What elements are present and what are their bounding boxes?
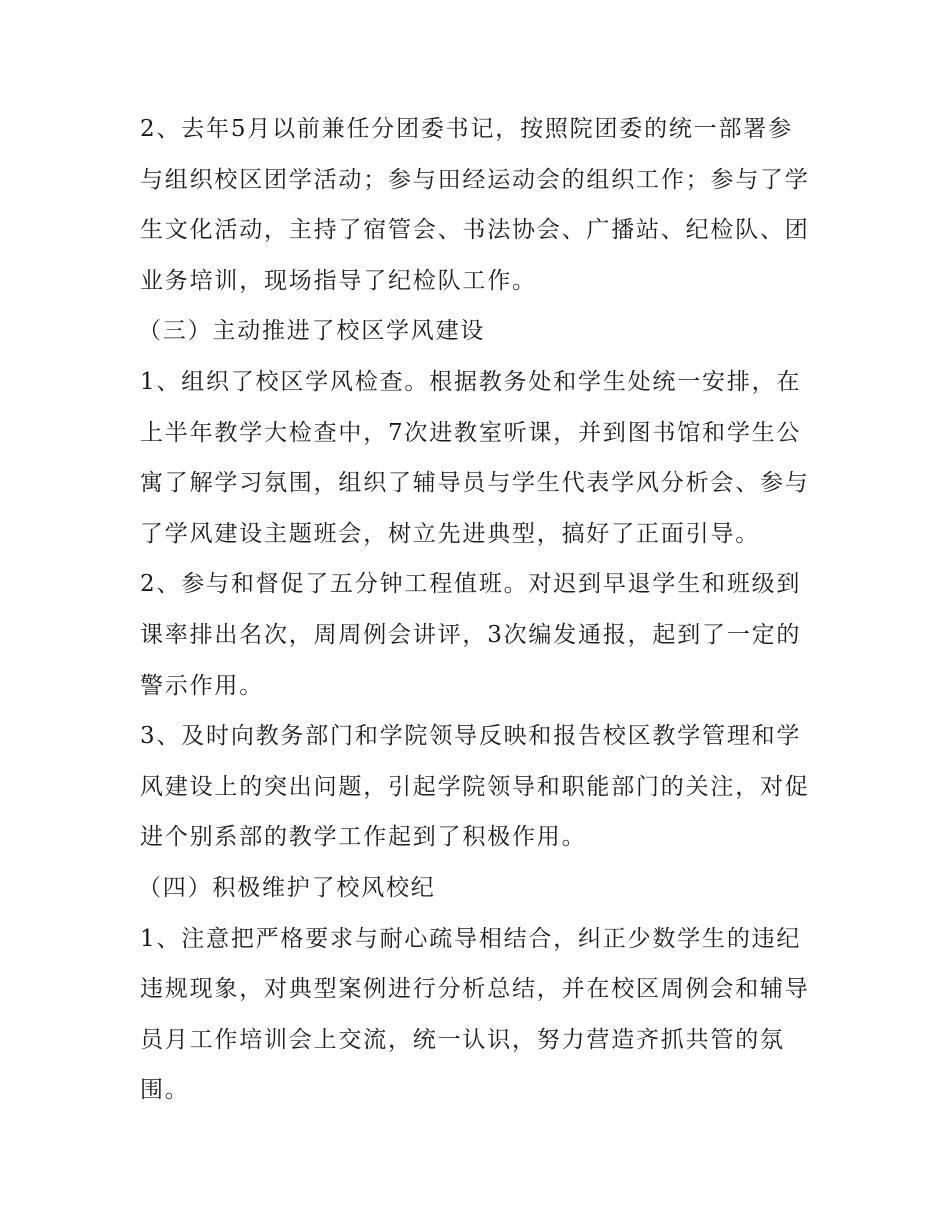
text-line: 上半年教学大检查中，7次进教室听课，并到图书馆和学生公 <box>140 419 802 446</box>
document-body <box>140 104 820 1116</box>
text-line: 生文化活动，主持了宿管会、书法协会、广播站、纪检队、团 <box>140 217 810 244</box>
text-line: 课率排出名次，周周例会讲评，3次编发通报，起到了一定的 <box>140 621 802 648</box>
section-heading: （三）主动推进了校区学风建设 <box>138 318 486 345</box>
text-line: 了学风建设主题班会，树立先进典型，搞好了正面引导。 <box>140 520 760 547</box>
text-line: 警示作用。 <box>140 672 264 699</box>
text-line: 业务培训，现场指导了纪检队工作。 <box>140 267 537 294</box>
text-line: 3、及时向教务部门和学院领导反映和报告校区教学管理和学 <box>140 723 802 750</box>
text-line: 2、参与和督促了五分钟工程值班。对迟到早退学生和班级到 <box>140 571 802 598</box>
text-line: 寓了解学习氛围，组织了辅导员与学生代表学风分析会、参与 <box>140 470 810 497</box>
text-line: 围。 <box>140 1077 190 1104</box>
text-line: 员月工作培训会上交流，统一认识，努力营造齐抓共管的氛 <box>140 1026 785 1053</box>
text-line: 与组织校区团学活动；参与田经运动会的组织工作；参与了学 <box>140 166 810 193</box>
text-line: 风建设上的突出问题，引起学院领导和职能部门的关注，对促 <box>140 773 810 800</box>
text-line: 2、去年5月以前兼任分团委书记，按照院团委的统一部署参 <box>140 116 793 142</box>
text-line: 违规现象，对典型案例进行分析总结，并在校区周例会和辅导 <box>140 976 810 1003</box>
text-line: 进个别系部的教学工作起到了积极作用。 <box>140 824 587 851</box>
text-line: 1、组织了校区学风检查。根据教务处和学生处统一安排，在 <box>140 368 802 395</box>
text-line: 1、注意把严格要求与耐心疏导相结合，纠正少数学生的违纪 <box>140 925 802 952</box>
section-heading: （四）积极维护了校风校纪 <box>138 874 436 901</box>
